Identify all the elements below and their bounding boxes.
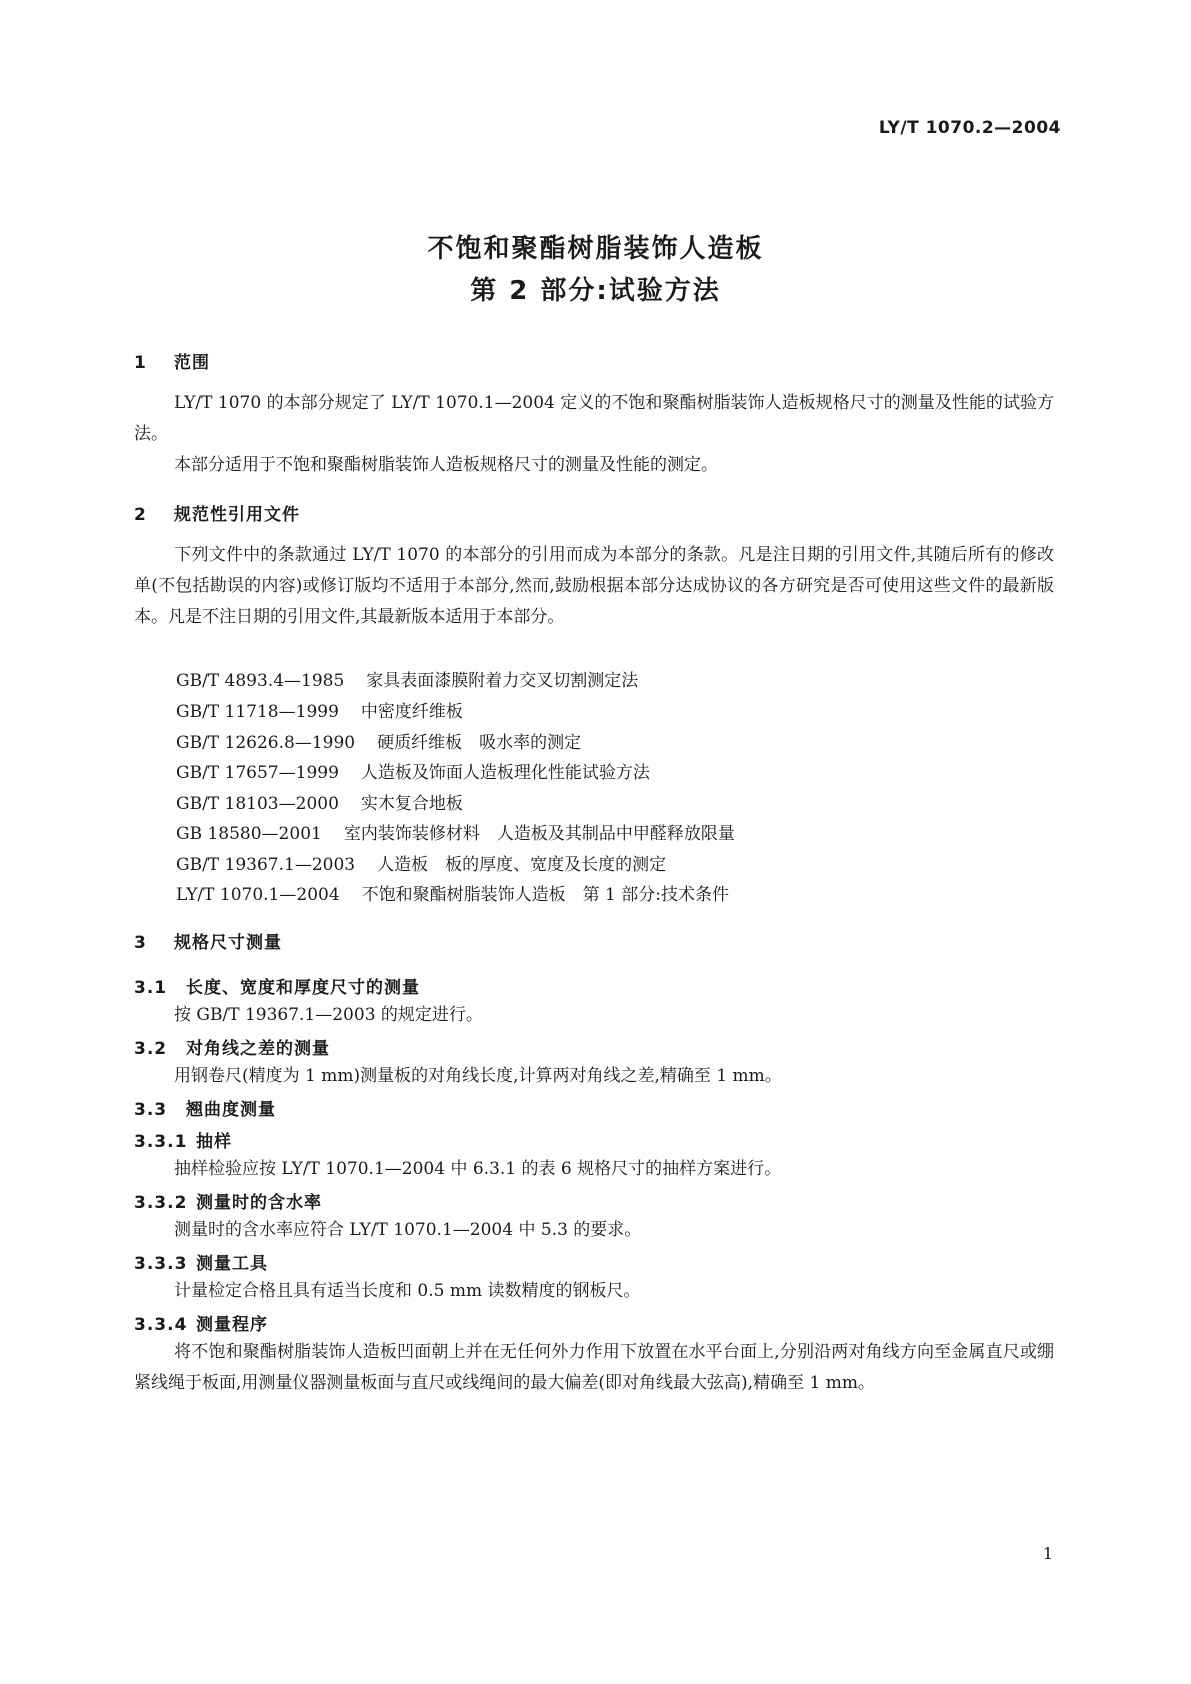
section-title: 测量时的含水率	[196, 1193, 322, 1213]
section-number: 3.3.3	[134, 1254, 188, 1274]
reference-title: 实木复合地板	[360, 794, 463, 814]
subsection-3-3-4-heading	[134, 1310, 268, 1335]
reference-code: GB/T 11718—1999	[176, 702, 339, 722]
subsection-3-3-1-text: 抽样检验应按 LY/T 1070.1—2004 中 6.3.1 的表 6 规格尺寸的抽样方案进行。	[174, 1159, 782, 1179]
section-1-paragraph-2: 本部分适用于不饱和聚酯树脂装饰人造板规格尺寸的测量及性能的测定。	[174, 455, 718, 475]
reference-item	[176, 697, 463, 722]
section-number: 2	[134, 505, 147, 525]
section-1-paragraph-1: LY/T 1070 的本部分规定了 LY/T 1070.1—2004 定义的不饱和聚酯树脂装饰人造板规格尺寸的测量及性能的试验方法。	[134, 393, 1054, 444]
section-number: 3.2	[134, 1039, 168, 1059]
reference-title: 家具表面漆膜附着力交叉切割测定法	[366, 671, 639, 691]
section-2-paragraph-1: 下列文件中的条款通过 LY/T 1070 的本部分的引用而成为本部分的条款。凡是注日期的引用文件,其随后所有的修改单(不包括勘误的内容)或修订版均不适用于本部分,然而,鼓励根据本部分达成协议的各方研究是否可使用这些文件的最新版本。凡是不注日期的引用文件,其最新版本适用于本部分。	[134, 545, 1054, 627]
reference-title: 室内装饰装修材料 人造板及其制品中甲醛释放限量	[343, 824, 735, 844]
section-title: 规范性引用文件	[174, 505, 300, 525]
reference-code: GB/T 4893.4—1985	[176, 671, 345, 691]
reference-title: 人造板 板的厚度、宽度及长度的测定	[377, 855, 667, 875]
section-title: 测量程序	[196, 1315, 268, 1335]
section-title: 测量工具	[196, 1254, 268, 1274]
subsection-3-3-3-text: 计量检定合格且具有适当长度和 0.5 mm 读数精度的钢板尺。	[174, 1281, 641, 1301]
standard-code: LY/T 1070.2—2004	[878, 118, 1061, 138]
subsection-3-1-heading	[134, 973, 420, 998]
reference-code: GB/T 19367.1—2003	[176, 855, 356, 875]
section-title: 对角线之差的测量	[186, 1039, 330, 1059]
section-number: 3.1	[134, 978, 168, 998]
reference-code: GB/T 17657—1999	[176, 763, 339, 783]
subsection-3-3-2-heading	[134, 1188, 322, 1213]
document-title: 不饱和聚酯树脂装饰人造板	[427, 234, 764, 264]
subsection-3-1-text: 按 GB/T 19367.1—2003 的规定进行。	[174, 1005, 483, 1025]
reference-code: GB/T 18103—2000	[176, 794, 339, 814]
section-title: 长度、宽度和厚度尺寸的测量	[186, 978, 420, 998]
reference-item	[176, 666, 638, 691]
section-number: 3.3.1	[134, 1132, 188, 1152]
section-1-heading	[134, 348, 210, 373]
reference-title: 中密度纤维板	[360, 702, 463, 722]
page-number: 1	[1042, 1544, 1053, 1563]
reference-item	[176, 850, 666, 875]
section-number: 3.3.2	[134, 1193, 188, 1213]
reference-item	[176, 758, 650, 783]
subsection-3-3-3-heading	[134, 1249, 268, 1274]
section-number: 3.3	[134, 1100, 168, 1120]
subsection-3-3-2-text: 测量时的含水率应符合 LY/T 1070.1—2004 中 5.3 的要求。	[174, 1220, 642, 1240]
reference-item	[176, 880, 729, 905]
reference-code: GB/T 12626.8—1990	[176, 733, 356, 753]
section-title: 范围	[174, 353, 210, 373]
subsection-3-3-4-text: 将不饱和聚酯树脂装饰人造板凹面朝上并在无任何外力作用下放置在水平台面上,分别沿两对角线方向至金属直尺或绷紧线绳于板面,用测量仪器测量板面与直尺或线绳间的最大偏差(即对角线最大弦高),精确至 1 mm。	[134, 1342, 1054, 1393]
section-number: 3.3.4	[134, 1315, 188, 1335]
reference-code: LY/T 1070.1—2004	[176, 885, 340, 905]
subsection-3-2-heading	[134, 1034, 330, 1059]
section-title: 翘曲度测量	[186, 1100, 276, 1120]
section-2-heading	[134, 500, 300, 525]
section-number: 1	[134, 353, 147, 373]
reference-title: 人造板及饰面人造板理化性能试验方法	[360, 763, 650, 783]
reference-title: 不饱和聚酯树脂装饰人造板 第 1 部分:技术条件	[361, 885, 730, 905]
reference-title: 硬质纤维板 吸水率的测定	[377, 733, 582, 753]
subsection-3-3-1-heading	[134, 1127, 232, 1152]
reference-code: GB 18580—2001	[176, 824, 322, 844]
section-3-heading	[134, 928, 282, 953]
reference-item	[176, 728, 581, 753]
section-title: 规格尺寸测量	[174, 933, 282, 953]
reference-item	[176, 789, 463, 814]
subsection-3-3-heading	[134, 1095, 276, 1120]
subsection-3-2-text: 用钢卷尺(精度为 1 mm)测量板的对角线长度,计算两对角线之差,精确至 1 mm。	[174, 1066, 782, 1086]
section-title: 抽样	[196, 1132, 232, 1152]
reference-item	[176, 819, 735, 844]
document-subtitle: 第 2 部分:试验方法	[470, 276, 721, 306]
section-number: 3	[134, 933, 147, 953]
